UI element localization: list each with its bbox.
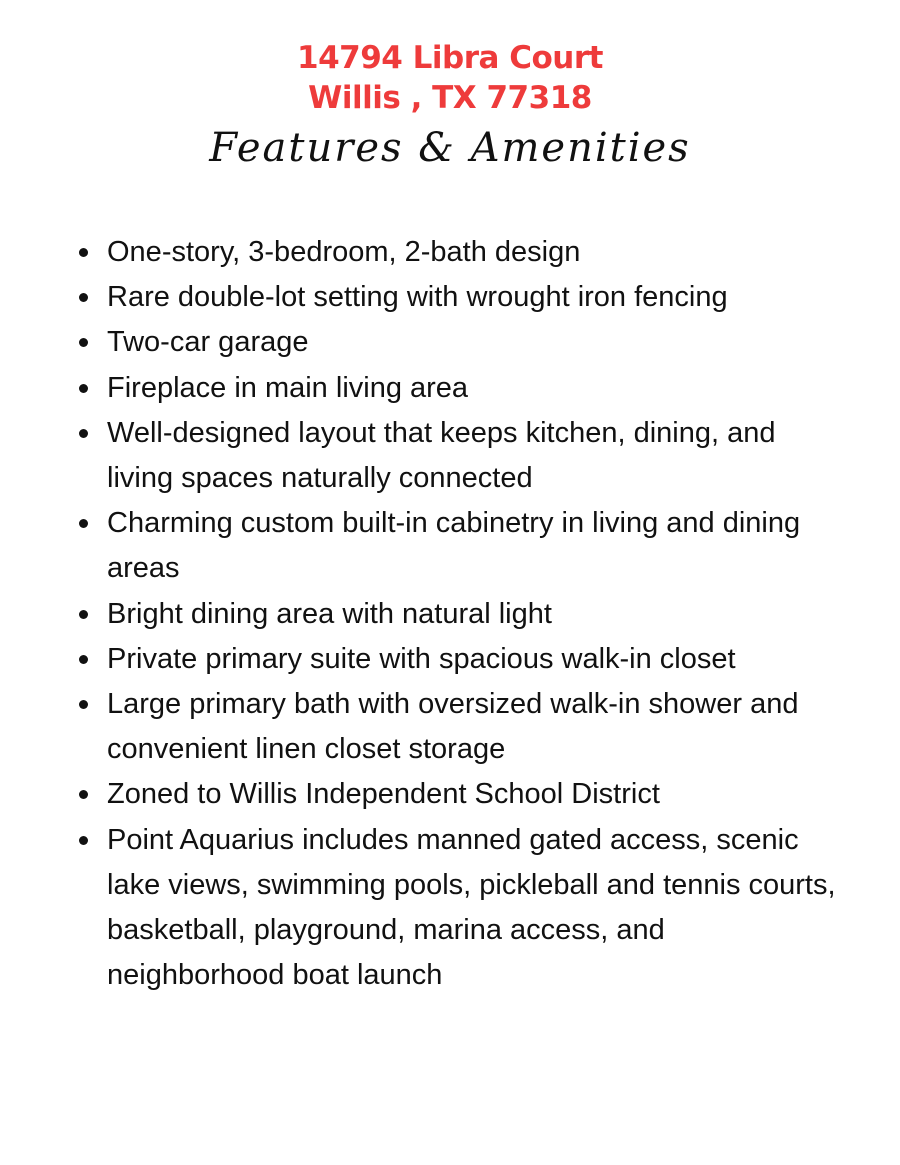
bullet-icon	[79, 610, 88, 619]
bullet-icon	[79, 790, 88, 799]
feature-item	[107, 682, 847, 772]
feature-item	[107, 411, 847, 501]
feature-text: Large primary bath with oversized walk-in shower and convenient linen closet storage	[107, 688, 799, 766]
features-list	[107, 230, 847, 998]
bullet-icon	[79, 338, 88, 347]
feature-text: Fireplace in main living area	[107, 371, 469, 404]
feature-item	[107, 592, 847, 637]
bullet-icon	[79, 519, 88, 528]
bullet-icon	[79, 248, 88, 257]
feature-item	[107, 772, 847, 817]
feature-text: Point Aquarius includes manned gated access, scenic lake views, swimming pools, pickleball and tennis courts, basketball, playground, marina access, and neighborhood boat launch	[107, 823, 836, 992]
address-line-2: Willis , TX 77318	[308, 80, 592, 116]
feature-text: Two-car garage	[107, 326, 309, 359]
feature-item	[107, 501, 847, 591]
feature-item	[107, 230, 847, 275]
header	[0, 38, 900, 172]
feature-text: Rare double-lot setting with wrought iron fencing	[107, 281, 728, 314]
bullet-icon	[79, 700, 88, 709]
feature-text: Bright dining area with natural light	[107, 597, 552, 630]
feature-text: Zoned to Willis Independent School District	[107, 778, 660, 811]
feature-text: Private primary suite with spacious walk-in closet	[107, 642, 736, 675]
features-heading: Features & Amenities	[209, 125, 691, 171]
feature-item	[107, 366, 847, 411]
feature-item	[107, 320, 847, 365]
bullet-icon	[79, 384, 88, 393]
bullet-icon	[79, 293, 88, 302]
address-line-1: 14794 Libra Court	[297, 40, 603, 76]
bullet-icon	[79, 429, 88, 438]
feature-item	[107, 818, 847, 999]
feature-item	[107, 637, 847, 682]
feature-text: Charming custom built-in cabinetry in living and dining areas	[107, 507, 801, 585]
feature-text: Well-designed layout that keeps kitchen, dining, and living spaces naturally connected	[107, 416, 776, 495]
feature-text: One-story, 3-bedroom, 2-bath design	[107, 236, 581, 268]
bullet-icon	[79, 836, 88, 845]
feature-item	[107, 275, 847, 320]
bullet-icon	[79, 655, 88, 664]
